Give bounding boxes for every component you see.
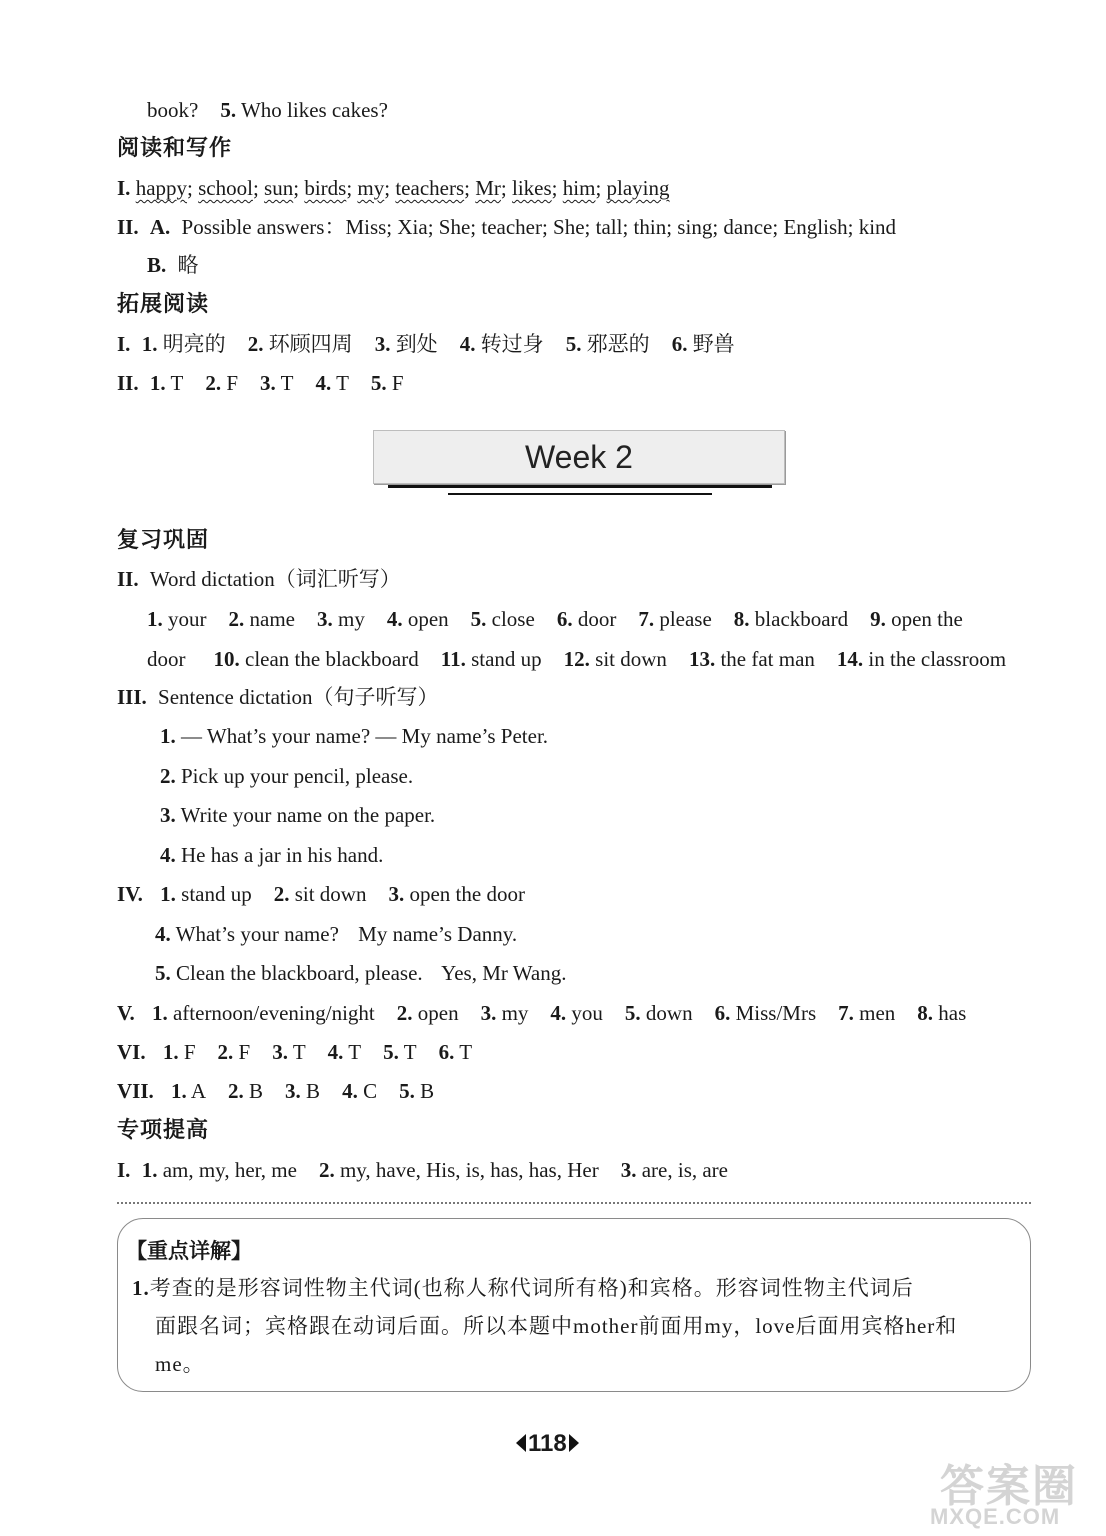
item-list <box>144 371 404 395</box>
answer-text: B <box>243 1079 264 1103</box>
answer-text: blackboard <box>749 607 849 631</box>
answer-text: F <box>221 371 238 395</box>
answer-line-vi <box>117 1038 472 1066</box>
item-number: 2. <box>228 1079 244 1103</box>
answer-text: T <box>287 1040 306 1064</box>
separator: ; <box>384 176 396 200</box>
explanation-box <box>117 1218 1031 1392</box>
answer-text: F <box>386 371 404 395</box>
underlined-word: happy <box>135 176 188 200</box>
item-number: 5. <box>565 332 582 356</box>
answer-text: close <box>486 607 535 631</box>
answer-text: T <box>275 371 294 395</box>
answer-item <box>734 607 848 631</box>
item-list <box>136 1158 728 1182</box>
word-list <box>136 176 670 200</box>
item-number: 1. <box>162 1040 179 1064</box>
question-label: II. <box>117 371 139 395</box>
watermark-logo <box>930 1450 1100 1530</box>
item-list <box>157 1040 472 1064</box>
answer-text: your <box>162 607 207 631</box>
answer-text: Miss/Mrs <box>730 1001 817 1025</box>
answer-item <box>214 647 419 671</box>
answer-text: My name’s Danny. <box>358 922 518 946</box>
item-number: 2. <box>247 332 264 356</box>
answer-text: A <box>186 1079 207 1103</box>
item-number: 11. <box>440 647 466 671</box>
underlined-word: playing <box>606 176 670 200</box>
answer-text: Pick up your pencil, please. <box>175 764 414 788</box>
underlined-word: birds <box>304 176 347 200</box>
answer-text: open <box>402 607 449 631</box>
answer-text: 邪恶的 <box>581 332 650 356</box>
item-number: 10. <box>213 647 240 671</box>
item-number: 3. <box>260 371 276 395</box>
item-number: 1. <box>160 724 176 748</box>
item-number: 3. <box>160 803 176 827</box>
underlined-word: likes <box>512 176 552 200</box>
answer-item <box>285 1079 320 1103</box>
answer-item <box>441 647 542 671</box>
item-number: 5. <box>220 98 237 122</box>
answer-text: Possible answers：Miss; Xia; She; teacher; She; tall; thin; sing; dance; English; kind <box>181 215 897 239</box>
answer-line-rw-i <box>117 174 670 202</box>
answer-text: He has a jar in his hand. <box>175 843 384 867</box>
triangle-right-icon <box>569 1434 579 1452</box>
item-number: 2. <box>217 1040 234 1064</box>
answer-text: 明亮的 <box>157 332 226 356</box>
answer-text: am, my, her, me <box>157 1158 297 1182</box>
item-number: 2. <box>273 882 290 906</box>
separator: ; <box>346 176 358 200</box>
answer-text: men <box>853 1001 896 1025</box>
item-number: 5. <box>383 1040 399 1064</box>
answer-text: What’s your name? <box>175 922 339 946</box>
answer-item <box>715 1001 817 1025</box>
question-title: Word dictation（词汇听写） <box>149 567 401 591</box>
section-heading-special: 专项提高 <box>117 1117 210 1142</box>
answer-item <box>248 332 353 356</box>
answer-item <box>837 647 1006 671</box>
sentence-item <box>160 841 383 869</box>
question-label: IV. <box>117 882 143 906</box>
answer-text: T <box>343 1040 362 1064</box>
week-title: Week 2 <box>525 438 633 475</box>
item-number: 1. <box>151 1001 168 1025</box>
answer-item <box>375 332 438 356</box>
item-number: 2. <box>160 764 176 788</box>
item-number: 3. <box>480 1001 497 1025</box>
answer-text: 转过身 <box>475 332 544 356</box>
item-list <box>165 1079 434 1103</box>
item-number: 5. <box>399 1079 415 1103</box>
answer-text: B <box>414 1079 435 1103</box>
answer-line-iv <box>117 880 525 908</box>
underlined-word: my <box>357 176 385 200</box>
watermark-url: MXQE.COM <box>930 1504 1061 1529</box>
item-number: 1. <box>171 1079 187 1103</box>
answer-text: Write your name on the paper. <box>175 803 436 827</box>
item-number: 13. <box>688 647 716 671</box>
sentence-item <box>160 801 435 829</box>
item-number: 4. <box>550 1001 567 1025</box>
question-label: V. <box>117 1001 135 1025</box>
question-label: VI. <box>117 1040 146 1064</box>
question-title: Sentence dictation（句子听写） <box>158 685 439 709</box>
answer-text: stand up <box>175 882 252 906</box>
answer-text: my, have, His, is, has, has, Her <box>334 1158 599 1182</box>
section-heading-extended-reading: 拓展阅读 <box>117 291 210 316</box>
answer-item <box>150 371 183 395</box>
answer-text: F <box>233 1040 251 1064</box>
item-number: 2. <box>396 1001 413 1025</box>
answer-text: 略 <box>177 253 199 277</box>
item-number: 6. <box>556 607 573 631</box>
item-number: 3. <box>316 607 333 631</box>
answer-line <box>147 96 388 124</box>
item-number: 6. <box>671 332 688 356</box>
answer-item <box>142 1158 297 1182</box>
item-number: 12. <box>563 647 590 671</box>
item-number: 1. <box>147 607 163 631</box>
answer-line-special-i <box>117 1156 728 1184</box>
answer-item <box>564 647 667 671</box>
separator: ; <box>551 176 563 200</box>
separator: ; <box>187 176 199 200</box>
item-number: 5. <box>624 1001 641 1025</box>
answer-item <box>328 1040 361 1064</box>
section-heading-review: 复习巩固 <box>117 527 210 552</box>
answer-item <box>471 607 535 631</box>
answer-line <box>147 605 963 633</box>
underlined-word: teachers <box>395 176 465 200</box>
answer-text: door <box>147 647 186 671</box>
question-header-iii <box>117 683 439 711</box>
separator: ; <box>500 176 512 200</box>
item-number: 2. <box>318 1158 335 1182</box>
answer-item <box>160 882 252 906</box>
answer-item <box>147 607 207 631</box>
answer-line <box>147 645 1006 673</box>
question-label: VII. <box>117 1079 154 1103</box>
answer-item <box>481 1001 529 1025</box>
answer-item <box>383 1040 416 1064</box>
answer-text: Yes, Mr Wang. <box>441 961 567 985</box>
answer-line-ext-ii <box>117 369 404 397</box>
divider <box>388 485 772 488</box>
item-number: 4. <box>386 607 403 631</box>
item-number: 4. <box>155 922 171 946</box>
answer-text: Clean the blackboard, please. <box>176 961 423 985</box>
item-number: 6. <box>714 1001 731 1025</box>
answer-item <box>317 607 365 631</box>
item-number: 2. <box>228 607 245 631</box>
item-number: 8. <box>917 1001 934 1025</box>
page-number-text: 118 <box>528 1430 567 1457</box>
answer-item <box>399 1079 434 1103</box>
watermark-text: 答案圈 <box>940 1462 1078 1511</box>
answer-text: door <box>572 607 617 631</box>
item-number: 2. <box>205 371 222 395</box>
answer-line-ext-i <box>117 330 735 358</box>
item-number: 5. <box>370 371 387 395</box>
answer-item <box>163 1040 196 1064</box>
separator: ; <box>464 176 476 200</box>
answer-item <box>319 1158 599 1182</box>
item-number: 5. <box>155 961 171 985</box>
item-number: 4. <box>315 371 332 395</box>
answer-text: T <box>331 371 349 395</box>
question-label: II. <box>117 215 139 239</box>
answer-line-vii <box>117 1077 434 1105</box>
item-number: 1. <box>132 1276 150 1300</box>
item-list <box>208 647 1007 671</box>
answer-text: down <box>640 1001 693 1025</box>
item-number: 1. <box>149 371 166 395</box>
answer-text: B <box>300 1079 321 1103</box>
answer-item <box>557 607 617 631</box>
answer-text: T <box>454 1040 473 1064</box>
answer-text: my <box>496 1001 529 1025</box>
answer-text: has <box>933 1001 967 1025</box>
answer-text: clean the blackboard <box>239 647 419 671</box>
answer-text: C <box>357 1079 378 1103</box>
answer-text: sit down <box>589 647 667 671</box>
answer-item <box>917 1001 966 1025</box>
item-number: 4. <box>342 1079 358 1103</box>
answer-text: in the classroom <box>863 647 1007 671</box>
answer-text: sit down <box>289 882 367 906</box>
answer-item <box>260 371 293 395</box>
answer-text: open <box>412 1001 459 1025</box>
answer-item <box>229 607 295 631</box>
underlined-word: Mr <box>475 176 501 200</box>
item-number: 14. <box>836 647 864 671</box>
answer-item <box>315 371 348 395</box>
question-label: I. <box>117 1158 131 1182</box>
separator: ; <box>595 176 607 200</box>
item-list <box>136 332 735 356</box>
item-number: 7. <box>638 607 655 631</box>
explanation-text: 考查的是形容词性物主代词(也称人称代词所有格)和宾格。形容词性物主代词后 <box>149 1276 914 1300</box>
item-number: 4. <box>160 843 176 867</box>
answer-item <box>638 607 711 631</box>
answer-item <box>621 1158 728 1182</box>
separator: ; <box>293 176 305 200</box>
answer-item <box>689 647 815 671</box>
answer-line-rw-ii-b <box>147 251 199 279</box>
item-number: 5. <box>470 607 487 631</box>
item-number: 7. <box>838 1001 854 1025</box>
answer-text: you <box>566 1001 603 1025</box>
page-number <box>516 1430 579 1458</box>
answer-item <box>371 371 404 395</box>
answer-item <box>274 882 367 906</box>
answer-item <box>152 1001 375 1025</box>
answer-text: my <box>332 607 365 631</box>
answer-line-v <box>117 999 966 1027</box>
answer-text: Who likes cakes? <box>240 98 388 122</box>
underlined-word: sun <box>264 176 294 200</box>
answer-item <box>550 1001 603 1025</box>
triangle-left-icon <box>516 1434 526 1452</box>
answer-text: afternoon/evening/night <box>167 1001 375 1025</box>
item-list <box>147 607 963 631</box>
sub-label: B. <box>147 253 167 277</box>
answer-text: please <box>654 607 712 631</box>
dotted-divider <box>117 1202 1031 1204</box>
item-number: 4. <box>327 1040 344 1064</box>
answer-text: 到处 <box>390 332 438 356</box>
answer-text: are, is, are <box>636 1158 728 1182</box>
answer-item <box>397 1001 459 1025</box>
item-number: 1. <box>141 332 158 356</box>
answer-text: open the <box>885 607 963 631</box>
item-number: 3. <box>388 882 405 906</box>
separator: ; <box>252 176 265 200</box>
answer-text: 野兽 <box>687 332 735 356</box>
underlined-word: him <box>562 176 596 200</box>
answer-item <box>387 607 449 631</box>
item-list <box>146 1001 966 1025</box>
item-number: 3. <box>374 332 391 356</box>
question-header-ii <box>117 565 401 593</box>
item-number: 3. <box>620 1158 637 1182</box>
item-number: 9. <box>870 607 886 631</box>
answer-item <box>272 1040 305 1064</box>
answer-text: name <box>244 607 295 631</box>
explanation-line: me。 <box>155 1352 205 1376</box>
answer-item <box>460 332 544 356</box>
question-label: I. <box>117 332 131 356</box>
section-heading-reading-writing: 阅读和写作 <box>117 135 233 160</box>
item-number: 1. <box>141 1158 158 1182</box>
item-number: 8. <box>733 607 750 631</box>
question-label: I. <box>117 176 131 200</box>
answer-item <box>171 1079 206 1103</box>
item-number: 3. <box>285 1079 301 1103</box>
answer-text: F <box>178 1040 196 1064</box>
explanation-title: 【重点详解】 <box>126 1239 252 1263</box>
answer-line <box>155 920 517 948</box>
sentence-item <box>160 762 413 790</box>
question-label: II. <box>117 567 139 591</box>
answer-item <box>838 1001 895 1025</box>
answer-item <box>342 1079 377 1103</box>
answer-text: — What’s your name? — My name’s Peter. <box>175 724 549 748</box>
answer-text: stand up <box>465 647 542 671</box>
answer-item <box>142 332 226 356</box>
answer-item <box>672 332 735 356</box>
answer-item <box>870 607 963 631</box>
answer-text: the fat man <box>715 647 815 671</box>
item-number: 3. <box>272 1040 288 1064</box>
answer-item <box>439 1040 472 1064</box>
item-list <box>154 882 525 906</box>
item-number: 4. <box>459 332 476 356</box>
answer-text: book? <box>147 98 199 122</box>
explanation-line <box>132 1269 914 1307</box>
sentence-item <box>160 722 548 750</box>
item-number: 6. <box>438 1040 455 1064</box>
sub-label: A. <box>149 215 171 239</box>
answer-item <box>205 371 238 395</box>
answer-item <box>218 1040 251 1064</box>
answer-text: T <box>165 371 184 395</box>
answer-text: open the door <box>404 882 525 906</box>
answer-item <box>566 332 650 356</box>
question-label: III. <box>117 685 147 709</box>
explanation-line: 面跟名词；宾格跟在动词后面。所以本题中mother前面用my，love后面用宾格her和 <box>155 1314 958 1338</box>
answer-item <box>625 1001 693 1025</box>
underlined-word: school <box>198 176 253 200</box>
answer-text: T <box>398 1040 417 1064</box>
divider <box>448 493 712 495</box>
answer-line <box>155 959 566 987</box>
answer-line-rw-ii-a <box>117 213 896 241</box>
answer-item <box>388 882 524 906</box>
answer-item <box>228 1079 263 1103</box>
week-title-box <box>373 430 785 484</box>
item-number: 1. <box>160 882 176 906</box>
answer-text: 环顾四周 <box>263 332 353 356</box>
